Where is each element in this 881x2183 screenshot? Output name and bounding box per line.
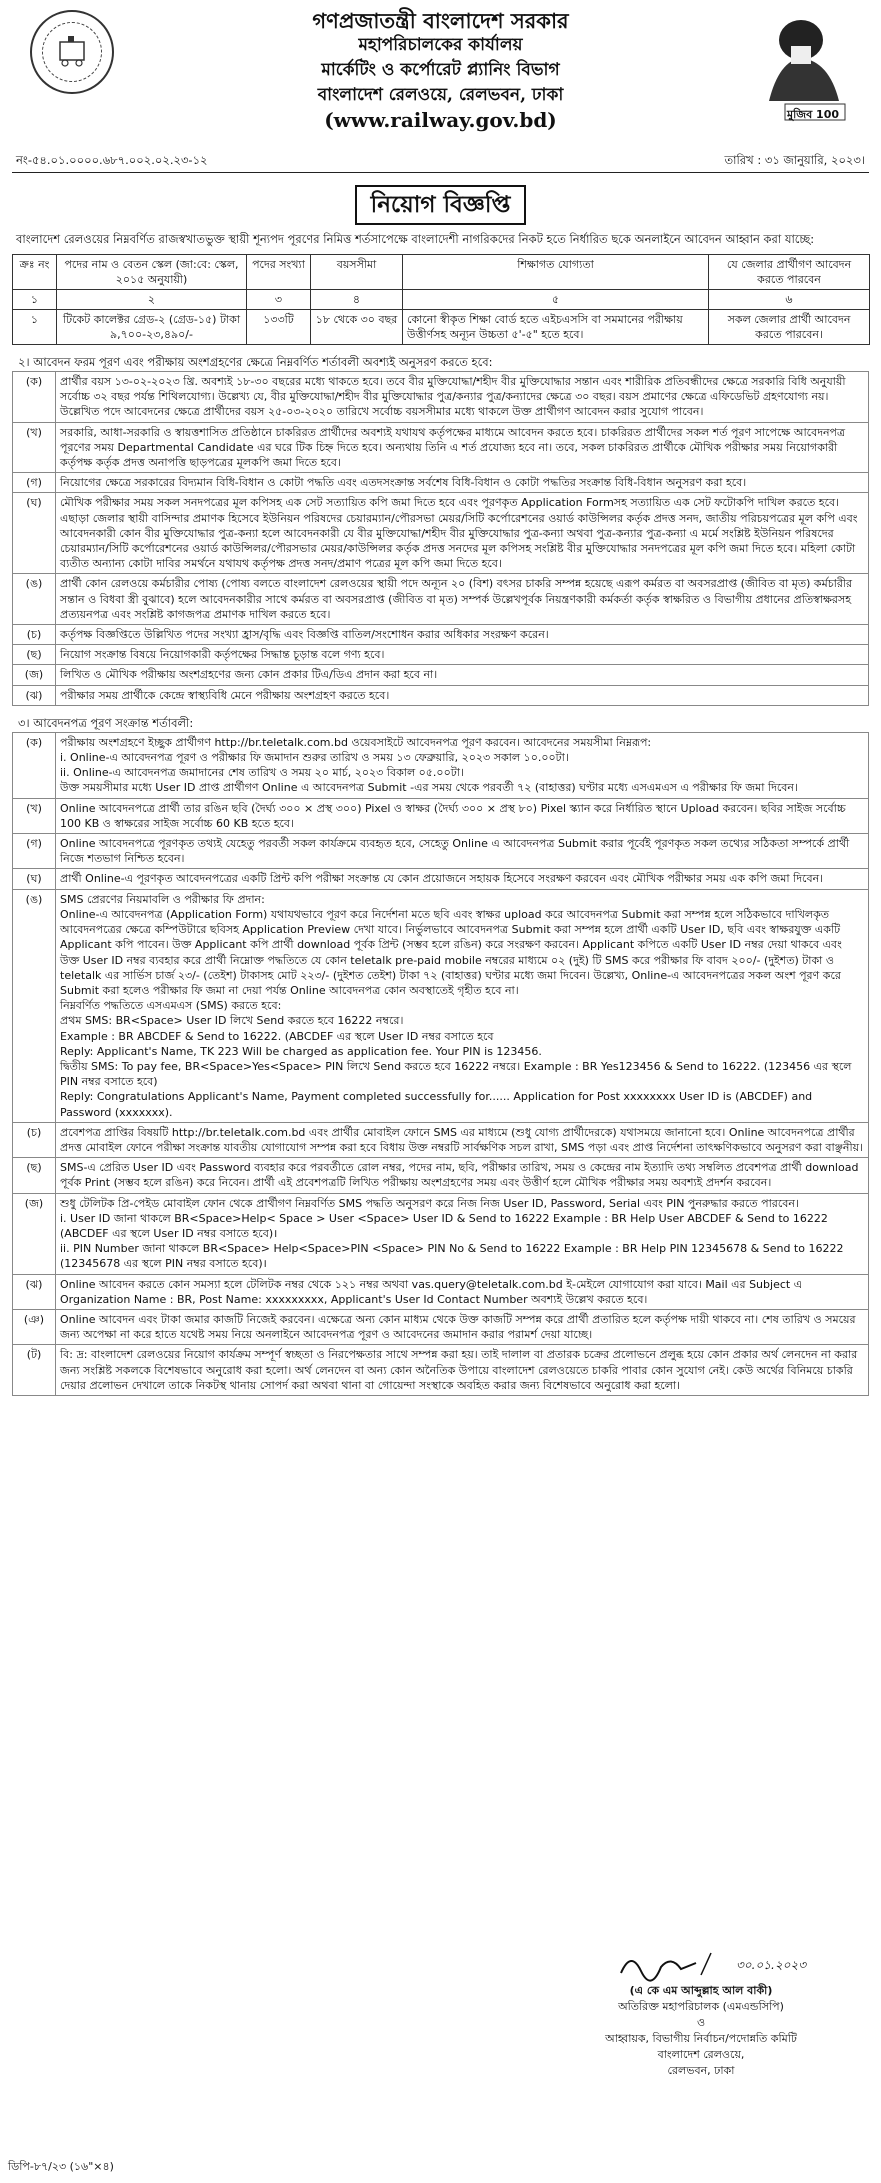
list-item bbox=[13, 889, 869, 1122]
item-label: (চ) bbox=[13, 1122, 56, 1157]
item-text bbox=[56, 889, 869, 1122]
print-code: ডিপি-৮৭/২৩ (১৬"×৪) bbox=[8, 2160, 114, 2173]
item-text bbox=[56, 1345, 869, 1396]
letterhead-text bbox=[192, 8, 689, 133]
item-label: (চ) bbox=[13, 625, 56, 645]
item-text bbox=[56, 834, 869, 869]
item-text bbox=[56, 869, 869, 889]
item-label: (ক) bbox=[13, 732, 56, 798]
item-line: নিম্নবর্ণিত পদ্ধতিতে এসএমএস (SMS) করতে হবে: bbox=[60, 999, 282, 1013]
department-name: মার্কেটিং ও কর্পোরেট প্ল্যানিং বিভাগ bbox=[321, 60, 560, 80]
list-item bbox=[13, 473, 869, 493]
item-line: Reply: Congratulations Applicant's Name, Payment completed successfully for...... Application for Post xxxxxxxx User ID is (ABCDEF) and Password (xxxxxxx). bbox=[60, 1090, 813, 1119]
cell-count: ১৩৩টি bbox=[247, 310, 311, 345]
item-line: পরীক্ষায় অংশগ্রহণে ইচ্ছুক প্রার্থীগণ http://br.teletalk.com.bd ওয়েবসাইটে আবেদনপত্র পূরণ করবেন। আবেদনের সময়সীমা নিম্নরূপ: bbox=[60, 735, 652, 749]
list-item bbox=[13, 1193, 869, 1274]
cell-education: কোনো স্বীকৃত শিক্ষা বোর্ড হতে এইচএসসি বা সমমানের পরীক্ষায় উত্তীর্ণসহ অন্যূন উচ্চতা ৫'-৫" হতে হবে। bbox=[403, 310, 709, 345]
section-2-conditions bbox=[12, 371, 869, 706]
list-item bbox=[13, 493, 869, 574]
item-line: Online আবেদন করতে কোন সমস্যা হলে টেলিটক নম্বর থেকে ১২১ নম্বর অথবা vas.query@teletalk.com.bd ই-মেইলে যোগাযোগ করা যাবে। Mail এর Subject এ Organization Name : BR, Post Name: xxxxxxxxx, Applicant's User Id Contact Number অবশ্যই উল্লেখ করতে হবে। bbox=[60, 1277, 803, 1306]
item-line: Example : BR ABCDEF & Send to 16222. (ABCDEF এর স্থলে User ID নম্বর বসাতে হবে bbox=[60, 1029, 494, 1043]
col-header-count: পদের সংখ্যা bbox=[247, 255, 311, 290]
list-item bbox=[13, 422, 869, 473]
col-header-district: যে জেলার প্রার্থীগণ আবেদন করতে পারবেন bbox=[709, 255, 870, 290]
item-text bbox=[56, 798, 869, 833]
title-wrap bbox=[12, 185, 869, 227]
posts-table bbox=[12, 254, 870, 345]
col-number: ২ bbox=[57, 290, 247, 310]
cell-post: টিকেট কালেক্টর গ্রেড-২ (গ্রেড-১৫) টাকা ৯,৭০০-২৩,৪৯০/- bbox=[57, 310, 247, 345]
item-label: (ছ) bbox=[13, 645, 56, 665]
item-label: (গ) bbox=[13, 473, 56, 493]
item-text: লিখিত ও মৌখিক পরীক্ষায় অংশগ্রহণের জন্য কোন প্রকার টিএ/ডিএ প্রদান করা হবে না। bbox=[56, 665, 869, 685]
item-line: ii. Online-এ আবেদনপত্র জমাদানের শেষ তারিখ ও সময় ২০ মার্চ, ২০২৩ বিকাল ০৫.০০টা। bbox=[60, 766, 464, 780]
office-name: মহাপরিচালকের কার্যালয় bbox=[358, 35, 523, 55]
item-label: (ছ) bbox=[13, 1158, 56, 1193]
website-url: (www.railway.gov.bd) bbox=[324, 108, 557, 132]
posts-table-numbers bbox=[13, 290, 870, 310]
col-number: ৫ bbox=[403, 290, 709, 310]
item-line: প্রথম SMS: BR<Space> User ID লিখে Send করতে হবে 16222 নম্বরে। bbox=[60, 1014, 404, 1028]
item-line: Online আবেদনপত্রে পূরণকৃত তথ্যই যেহেতু পরবর্তী সকল কার্যক্রমে ব্যবহৃত হবে, সেহেতু Online এ আবেদনপত্র Submit করার পূর্বেই পূরণকৃত সকল তথ্যের সঠিকতা সম্পর্কে প্রার্থী নিজে শতভাগ নিশ্চিত হবেন। bbox=[60, 837, 850, 866]
list-item bbox=[13, 798, 869, 833]
bangladesh-railway-logo-icon bbox=[30, 10, 114, 94]
item-line: ii. PIN Number জানা থাকলে BR<Space> Help<Space>PIN <Space> PIN No & Send to 16222 Example : BR Help PIN 12345678 & Send to 16222 (12345678 এর স্থলে PIN নম্বর বসাতে হবে)। bbox=[60, 1242, 844, 1271]
item-label: (ঞ) bbox=[13, 1309, 56, 1344]
item-line: SMS-এ প্রেরিত User ID এবং Password ব্যবহার করে পরবর্তীতে রোল নম্বর, পদের নাম, ছবি, পরীক্ষার তারিখ, সময় ও কেন্দ্রের নাম ইত্যাদি তথ্য সম্বলিত প্রবেশপত্র প্রার্থী download পূর্বক Print (সম্ভব হলে রঙিন) করে নিবেন। প্রার্থী এই প্রবেশপত্রটি লিখিত পরীক্ষায় অংশগ্রহণের সময় এবং উত্তীর্ণ হলে মৌখিক পরীক্ষার সময় অবশ্যই প্রদর্শন করবেন। bbox=[60, 1161, 859, 1190]
item-line: উক্ত সময়সীমার মধ্যে User ID প্রাপ্ত প্রার্থীগণ Online এ আবেদনপত্র Submit -এর সময় থেকে পরবর্তী ৭২ (বাহাত্তর) ঘণ্টার মধ্যে এসএমএস এ পরীক্ষার ফি জমা দিবেন। bbox=[60, 781, 798, 795]
col-number: ৪ bbox=[311, 290, 403, 310]
item-text: নিয়োগের ক্ষেত্রে সরকারের বিদ্যমান বিধি-বিধান ও কোটা পদ্ধতি এবং এতদসংক্রান্ত সর্বশেষ বিধি-বিধান ও কোটা পদ্ধতির সংক্রান্ত বিধি-বিধান অনুসরণ করা হবে। bbox=[56, 473, 869, 493]
item-line: SMS প্রেরণের নিয়মাবলি ও পরীক্ষার ফি প্রদান: bbox=[60, 892, 265, 906]
item-text: প্রার্থীর বয়স ১৩-০২-২০২৩ খ্রি. অবশ্যই ১৮-৩০ বছরের মধ্যে থাকতে হবে। তবে বীর মুক্তিযোদ্ধা/শহীদ বীর মুক্তিযোদ্ধার সন্তান এবং শারীরিক প্রতিবন্ধীদের ক্ষেত্রে সরকারি বিধি অনুযায়ী সর্বোচ্চ ৩২ বছর পর্যন্ত শিথিলযোগ্য। উল্লেখ্য যে, বীর মুক্তিযোদ্ধা/শহীদ বীর মুক্তিযোদ্ধার পুত্র/কন্যার পুত্র/কন্যাদের ক্ষেত্রে ৩০ বছর। বয়স প্রমাণের ক্ষেত্রে এফিডেভিট গ্রহণযোগ্য নয়। উল্লেখিত পদে আবেদনের ক্ষেত্রে প্রার্থীদের বয়স ২৫-০৩-২০২০ তারিখে সর্বোচ্চ বয়সসীমার মধ্যে থাকলে উক্ত প্রার্থীগণ আবেদন করার সুযোগ পাবেন। bbox=[56, 372, 869, 423]
section-3-conditions bbox=[12, 732, 869, 1396]
list-item bbox=[13, 1122, 869, 1157]
item-text bbox=[56, 1158, 869, 1193]
item-line: প্রবেশপত্র প্রাপ্তির বিষয়টি http://br.teletalk.com.bd এবং প্রার্থীর মোবাইল ফোনে SMS এর মাধ্যমে (শুধু যোগ্য প্রার্থীদেরকে) যথাসময়ে জানানো হবে। Online আবেদনপত্রে প্রার্থীর প্রদত্ত মোবাইল ফোনে পরীক্ষা সংক্রান্ত যাবতীয় যোগাযোগ সম্পন্ন করা হবে বিধায় উক্ত নম্বরটি সার্বক্ষণিক সচল রাখা, SMS পড়া এবং প্রাপ্ত নির্দেশনা তাৎক্ষণিকভাবে অনুসরণ করা বাঞ্ছনীয়। bbox=[60, 1125, 864, 1154]
item-text bbox=[56, 1193, 869, 1274]
item-text bbox=[56, 1274, 869, 1309]
item-label: (গ) bbox=[13, 834, 56, 869]
signatory-name: (এ কে এম আব্দুল্লাহ আল বাকী) bbox=[629, 1984, 773, 1997]
list-item bbox=[13, 1345, 869, 1396]
letterhead bbox=[12, 0, 869, 150]
list-item bbox=[13, 1158, 869, 1193]
item-label: (ক) bbox=[13, 372, 56, 423]
col-number: ৩ bbox=[247, 290, 311, 310]
item-text bbox=[56, 1309, 869, 1344]
list-item bbox=[13, 645, 869, 665]
item-label: (খ) bbox=[13, 798, 56, 833]
signature-block bbox=[551, 1945, 851, 2079]
mujib-100-logo-label: মুজিব 100 bbox=[787, 108, 840, 121]
list-item bbox=[13, 1274, 869, 1309]
item-text: নিয়োগ সংক্রান্ত বিষয়ে নিয়োগকারী কর্তৃপক্ষের সিদ্ধান্ত চূড়ান্ত বলে গণ্য হবে। bbox=[56, 645, 869, 665]
item-label: (ঙ) bbox=[13, 574, 56, 625]
item-text bbox=[56, 732, 869, 798]
reference-line bbox=[12, 150, 869, 173]
item-text: কর্তৃপক্ষ বিজ্ঞপ্তিতে উল্লিখিত পদের সংখ্যা হ্রাস/বৃদ্ধি এবং বিজ্ঞপ্তি বাতিল/সংশোধন করার অধিকার সংরক্ষণ করেন। bbox=[56, 625, 869, 645]
item-label: (খ) bbox=[13, 422, 56, 473]
cell-sl: ১ bbox=[13, 310, 57, 345]
item-line: শুধু টেলিটক প্রি-পেইড মোবাইল ফোন থেকে প্রার্থীগণ নিম্নবর্ণিত SMS পদ্ধতি অনুসরণ করে নিজ নিজ User ID, Password, Serial এবং PIN পুনরুদ্ধার করতে পারবেন। bbox=[60, 1196, 799, 1210]
signature-date: ৩০.০১.২০২৩ bbox=[736, 1958, 807, 1972]
col-header-post: পদের নাম ও বেতন স্কেল (জা:বে: স্কেল, ২০১৫ অনুযায়ী) bbox=[57, 255, 247, 290]
notice-date: তারিখ : ৩১ জানুয়ারি, ২০২৩। bbox=[724, 153, 865, 167]
list-item bbox=[13, 665, 869, 685]
office-address: বাংলাদেশ রেলওয়ে, রেলভবন, ঢাকা bbox=[317, 85, 564, 105]
section-3-heading: ৩। আবেদনপত্র পূরণ সংক্রান্ত শর্তাবলী: bbox=[18, 715, 194, 730]
col-header-age: বয়সসীমা bbox=[311, 255, 403, 290]
list-item bbox=[13, 685, 869, 705]
item-line: দ্বিতীয় SMS: To pay fee, BR<Space>Yes<Space> PIN লিখে Send করতে হবে 16222 নম্বরে। Example : BR Yes123456 & Send to 16222. (123456 এর স্থলে PIN নম্বর বসাতে হবে) bbox=[60, 1059, 852, 1089]
handwritten-signature-icon bbox=[551, 1945, 851, 1983]
signatory-designation: অতিরিক্ত মহাপরিচালক (এমএন্ডসিপি) bbox=[618, 2000, 784, 2013]
memo-number: নং-৫৪.০১.০০০০.৬৮৭.০০২.০২.২৩-১২ bbox=[16, 153, 208, 167]
list-item bbox=[13, 732, 869, 798]
posts-table-header bbox=[13, 255, 870, 290]
list-item bbox=[13, 625, 869, 645]
col-header-sl: ক্রঃ নং bbox=[13, 255, 57, 290]
item-label: (ঝ) bbox=[13, 685, 56, 705]
item-line: Online আবেদন এবং টাকা জমার কাজটি নিজেই করবেন। এক্ষেত্রে অন্য কোন মাধ্যম থেকে উক্ত কাজটি সম্পন্ন করে প্রার্থী প্রতারিত হলে কর্তৃপক্ষ দায়ী থাকবে না। শেষ তারিখ ও সময়ের জন্য অপেক্ষা না করে হাতে যথেষ্ট সময় নিয়ে অনলাইনে আবেদনপত্র পূরণ ও আবেদনের জমাদান করার পরামর্শ দেয়া যাচ্ছে। bbox=[60, 1312, 856, 1342]
item-line: i. User ID জানা থাকলে BR<Space>Help< Space > User <Space> User ID & Send to 16222 Example : BR Help User ABCDEF & Send to 16222 (ABCDEF এর স্থলে User ID নম্বর বসাতে হবে)। bbox=[60, 1211, 828, 1240]
section-2-heading: ২। আবেদন ফরম পূরণ এবং পরীক্ষায় অংশগ্রহণের ক্ষেত্রে নিম্নবর্ণিত শর্তাবলী অবশ্যই অনুসরণ করতে হবে: bbox=[18, 355, 493, 369]
item-label: (ট) bbox=[13, 1345, 56, 1396]
govt-name: গণপ্রজাতন্ত্রী বাংলাদেশ সরকার bbox=[312, 8, 569, 33]
list-item bbox=[13, 834, 869, 869]
item-label: (জ) bbox=[13, 665, 56, 685]
signatory-role: আহ্বায়ক, বিভাগীয় নির্বাচন/পদোন্নতি কমিটি bbox=[605, 2032, 797, 2045]
item-label: (জ) bbox=[13, 1193, 56, 1274]
list-item bbox=[13, 1309, 869, 1344]
item-text bbox=[56, 1122, 869, 1157]
col-number: ১ bbox=[13, 290, 57, 310]
item-line: i. Online-এ আবেদনপত্র পূরণ ও পরীক্ষার ফি জমাদান শুরুর তারিখ ও সময় ১৩ ফেব্রুয়ারি, ২০২৩ সকাল ১০.০০টা। bbox=[60, 751, 569, 765]
item-label: (ঝ) bbox=[13, 1274, 56, 1309]
item-line: Online-এ আবেদনপত্র (Application Form) যথাযথভাবে পূরণ করে নির্দেশনা মতে ছবি এবং স্বাক্ষর upload করে আবেদনপত্র Submit করা সম্পন্ন হলে সঠিকভাবে দাখিলকৃত আবেদনপত্রের ক্ষেত্রে কম্পিউটারে ছবিসহ Application Preview দেখা যাবে। নির্ভুলভাবে আবেদনপত্র Submit করা সম্পন্ন হলে প্রার্থী একটি User ID, ছবি এবং স্বাক্ষরযুক্ত একটি Applicant কপি পাবেন। উক্ত Applicant কপি প্রার্থী download পূর্বক প্রিন্ট (সম্ভব হলে রঙিন) করে সংরক্ষণ করবেন। Applicant কপিতে একটি User ID নম্বর দেয়া থাকবে এবং উক্ত User ID নম্বর ব্যবহার করে প্রার্থী নিম্নোক্ত পদ্ধতিতে যে কোন teletalk pre-paid mobile নম্বরের মাধ্যমে ০২ (দুই) টি SMS করে পরীক্ষার ফি বাবদ ২০০/- (দুইশত) টাকা ও teletalk এর সার্ভিস চার্জ ২৩/- (তেইশ) টাকাসহ মোট ২২৩/- (দুইশত তেইশ) টাকা ৭২ (বাহাত্তর) ঘণ্টার মধ্যে জমা দিবেন। উল্লেখ্য, Online-এ আবেদনপত্রের সকল অংশ পূরণ করে Submit করা হলেও পরীক্ষার ফি জমা না দেয়া পর্যন্ত Online আবেদনপত্র কোন অবস্থাতেই গৃহীত হবে না। bbox=[60, 907, 842, 997]
mujib-100-logo-icon bbox=[739, 6, 859, 126]
table-row bbox=[13, 310, 870, 345]
item-label: (ঙ) bbox=[13, 889, 56, 1122]
item-text: সরকারি, আধা-সরকারি ও স্বায়ত্তশাসিত প্রতিষ্ঠানে চাকরিরত প্রার্থীদের অবশ্যই যথাযথ কর্তৃপক্ষের মাধ্যমে আবেদন করতে হবে। চাকরিরত প্রার্থীদের সকল শর্ত পূরণ সাপেক্ষে আবেদনপত্র পূরণের সময় Departmental Candidate এর ঘরে টিক চিহ্ন দিতে হবে। অন্যথায় তিনি এ শর্ত প্রযোজ্য হবে না। তবে, সকল চাকরিরত প্রার্থীকে মৌখিক পরীক্ষার সময় নিয়োগকারী কর্তৃপক্ষ কর্তৃক প্রদত্ত অনাপত্তি ছাড়পত্রের মূলকপি জমা দিতে হবে। bbox=[56, 422, 869, 473]
item-line: Reply: Applicant's Name, TK 223 Will be charged as application fee. Your PIN is 123456. bbox=[60, 1044, 542, 1058]
item-text: প্রার্থী কোন রেলওয়ে কর্মচারীর পোষ্য (পোষ্য বলতে বাংলাদেশ রেলওয়ের স্থায়ী পদে অন্যূন ২০ (বিশ) বৎসর চাকরি সম্পন্ন হয়েছে এরূপ কর্মরত বা অবসরপ্রাপ্ত (জীবিত বা মৃত) কর্মচারীর সন্তান ও বিধবা স্ত্রী বুঝাবে) হলে আবেদনকারীর সাথে কর্মরত বা অবসরপ্রাপ্ত (জীবিত বা মৃত) সম্পর্ক উল্লেখপূর্বক নিয়ন্ত্রণকারী কর্মকর্তা কর্তৃক স্বাক্ষরিত ও বিভাগীয় প্রধানের প্রতিস্বাক্ষরসহ প্রত্যয়নপত্র এবং সংশ্লিষ্ট কাগজপত্র প্রমাণক দাখিল করতে হবে। bbox=[56, 574, 869, 625]
notice-title: নিয়োগ বিজ্ঞপ্তি bbox=[355, 185, 527, 225]
list-item bbox=[13, 372, 869, 423]
intro-paragraph: বাংলাদেশ রেলওয়ের নিম্নবর্ণিত রাজস্বখাতভুক্ত স্থায়ী শূন্যপদ পূরণের নিমিত্ত শর্তসাপেক্ষে বাংলাদেশী নাগরিকদের নিকট হতে নির্ধারিত ছকে অনলাইনে আবেদন আহ্বান করা যাচ্ছে: bbox=[16, 232, 815, 246]
item-line: Online আবেদনপত্রে প্রার্থী তার রঙিন ছবি (দৈর্ঘ্য ৩০০ × প্রস্থ ৩০০) Pixel ও স্বাক্ষর (দৈর্ঘ্য ৩০০ × প্রস্থ ৮০) Pixel স্ক্যান করে নির্ধারিত স্থানে Upload করবেন। ছবির সাইজ সর্বোচ্চ 100 KB ও স্বাক্ষরের সাইজ সর্বোচ্চ 60 KB হতে হবে। bbox=[60, 801, 846, 830]
list-item bbox=[13, 869, 869, 889]
item-line: বি: দ্র: বাংলাদেশ রেলওয়ের নিয়োগ কার্যক্রম সম্পূর্ণ স্বচ্ছতা ও নিরপেক্ষতার সাথে সম্পন্ন করা হয়। তাই দালাল বা প্রতারক চক্রের প্রলোভনে প্রলুব্ধ হয়ে কোন প্রকার অর্থ লেনদেন না করার জন্য সংশ্লিষ্ট সকলকে বিশেষভাবে অনুরোধ করা হলো। অর্থ লেনদেন বা অন্য কোন অনৈতিক উপায়ে বাংলাদেশ রেলওয়েতে চাকরি পাবার কোন সুযোগ নেই। কেউ অর্থের বিনিময়ে চাকরি দেয়ার প্রলোভন দেখালে তাকে নিকটস্থ থানায় সোপর্দ করা অথবা থানা বা গোয়েন্দা সংস্থাকে অবহিত করার জন্য বিশেষভাবে অনুরোধ করা হলো। bbox=[60, 1348, 858, 1392]
list-item bbox=[13, 574, 869, 625]
signatory-and: ও bbox=[696, 2016, 706, 2029]
item-label: (ঘ) bbox=[13, 493, 56, 574]
item-text: মৌখিক পরীক্ষার সময় সকল সনদপত্রের মূল কপিসহ এক সেট সত্যায়িত কপি জমা দিতে হবে এবং পূরণকৃত Application Formসহ সত্যায়িত এক সেট ফটোকপি দাখিল করতে হবে। এছাড়া জেলার স্থায়ী বাসিন্দার প্রমাণক হিসেবে ইউনিয়ন পরিষদের চেয়ারম্যান/পৌরসভা মেয়র/সিটি কর্পোরেশনের ওয়ার্ড কাউন্সিলর কর্তৃক প্রদত্ত সনদ, জাতীয় পরিচয়পত্রের মূল কপি এবং আবেদনকারী কোন বীর মুক্তিযোদ্ধার পুত্র-কন্যা হলে আবেদনকারী যে বীর মুক্তিযোদ্ধা/শহীদ বীর মুক্তিযোদ্ধার পুত্র-কন্যা অথবা পুত্র-কন্যার পুত্র-কন্যা এ মর্মে সংশ্লিষ্ট ইউনিয়ন পরিষদের চেয়ারম্যান/সিটি কর্পোরেশনের ওয়ার্ড কাউন্সিলর/পৌরসভার মেয়র/কাউন্সিলর কর্তৃক প্রদত্ত সনদের মূল কপিসহ সংশ্লিষ্ট বীর মুক্তিযোদ্ধার সনদপত্রের মূল কপি জমা দিতে হবে। মহিলা কোটা ব্যতীত অন্যান্য কোটা দাবির সমর্থনে যথাযথ কর্তৃপক্ষ প্রদত্ত সনদ/প্রমাণ পত্রের মূল কপি জমা দিতে হবে। bbox=[56, 493, 869, 574]
signatory-place: রেলভবন, ঢাকা bbox=[667, 2064, 735, 2077]
item-line: প্রার্থী Online-এ পূরণকৃত আবেদনপত্রের একটি প্রিন্ট কপি পরীক্ষা সংক্রান্ত যে কোন প্রয়োজনে সহায়ক হিসেবে সংরক্ষণ করবেন এবং মৌখিক পরীক্ষার সময় এক কপি জমা দিবেন। bbox=[60, 872, 824, 886]
col-header-education: শিক্ষাগত যোগ্যতা bbox=[403, 255, 709, 290]
col-number: ৬ bbox=[709, 290, 870, 310]
item-label: (ঘ) bbox=[13, 869, 56, 889]
cell-age: ১৮ থেকে ৩০ বছর bbox=[311, 310, 403, 345]
item-text: পরীক্ষার সময় প্রার্থীকে কেন্দ্রে স্বাস্থ্যবিধি মেনে পরীক্ষায় অংশগ্রহণ করতে হবে। bbox=[56, 685, 869, 705]
cell-district: সকল জেলার প্রার্থী আবেদন করতে পারবেন। bbox=[709, 310, 870, 345]
signatory-org: বাংলাদেশ রেলওয়ে, bbox=[657, 2048, 745, 2061]
